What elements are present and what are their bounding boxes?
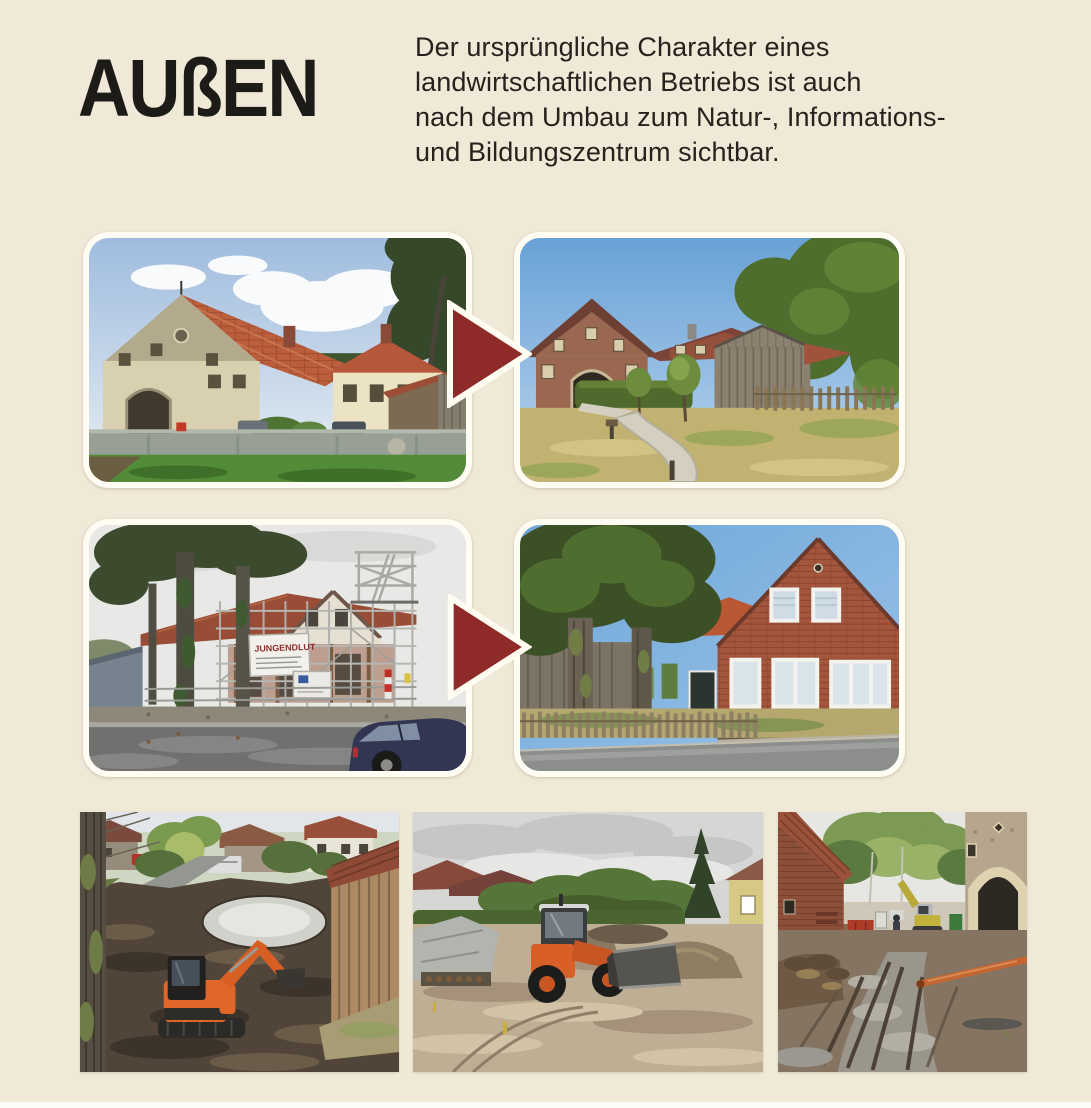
- before-after-arrow-2: [446, 594, 532, 700]
- photo-wheel-loader-site: [413, 812, 763, 1072]
- intro-line: Der ursprüngliche Charakter eines: [415, 32, 830, 62]
- intro-line: landwirtschaftlichen Betriebs ist auch: [415, 67, 862, 97]
- construction-scene: [89, 525, 466, 771]
- wheel-loader-scene: [413, 812, 763, 1072]
- muddy-yard-scene: [778, 812, 1027, 1072]
- photo-brick-building-after: [514, 519, 905, 777]
- intro-line: nach dem Umbau zum Natur-, Informations-: [415, 102, 946, 132]
- intro-line: und Bildungszentrum sichtbar.: [415, 137, 780, 167]
- right-arrow-icon: [446, 300, 532, 408]
- brick-building-scene: [520, 525, 899, 771]
- photo-farmhouse-before: [83, 232, 472, 488]
- farmhouse-after-scene: [520, 238, 899, 482]
- before-after-arrow-1: [446, 300, 532, 408]
- construction-sign-text: JUNGENDLUT: [254, 641, 316, 654]
- intro-paragraph: [415, 30, 946, 170]
- photo-construction-scaffolding: [83, 519, 472, 777]
- right-arrow-icon: [446, 594, 532, 700]
- page-title: AUßEN: [78, 43, 318, 134]
- photo-muddy-yard: [778, 812, 1027, 1072]
- excavator-pond-scene: [80, 812, 399, 1072]
- photo-farmhouse-after: [514, 232, 905, 488]
- page-bottom-edge: [0, 1102, 1091, 1108]
- photo-excavator-pond: [80, 812, 399, 1072]
- farmhouse-before-scene: [89, 238, 466, 482]
